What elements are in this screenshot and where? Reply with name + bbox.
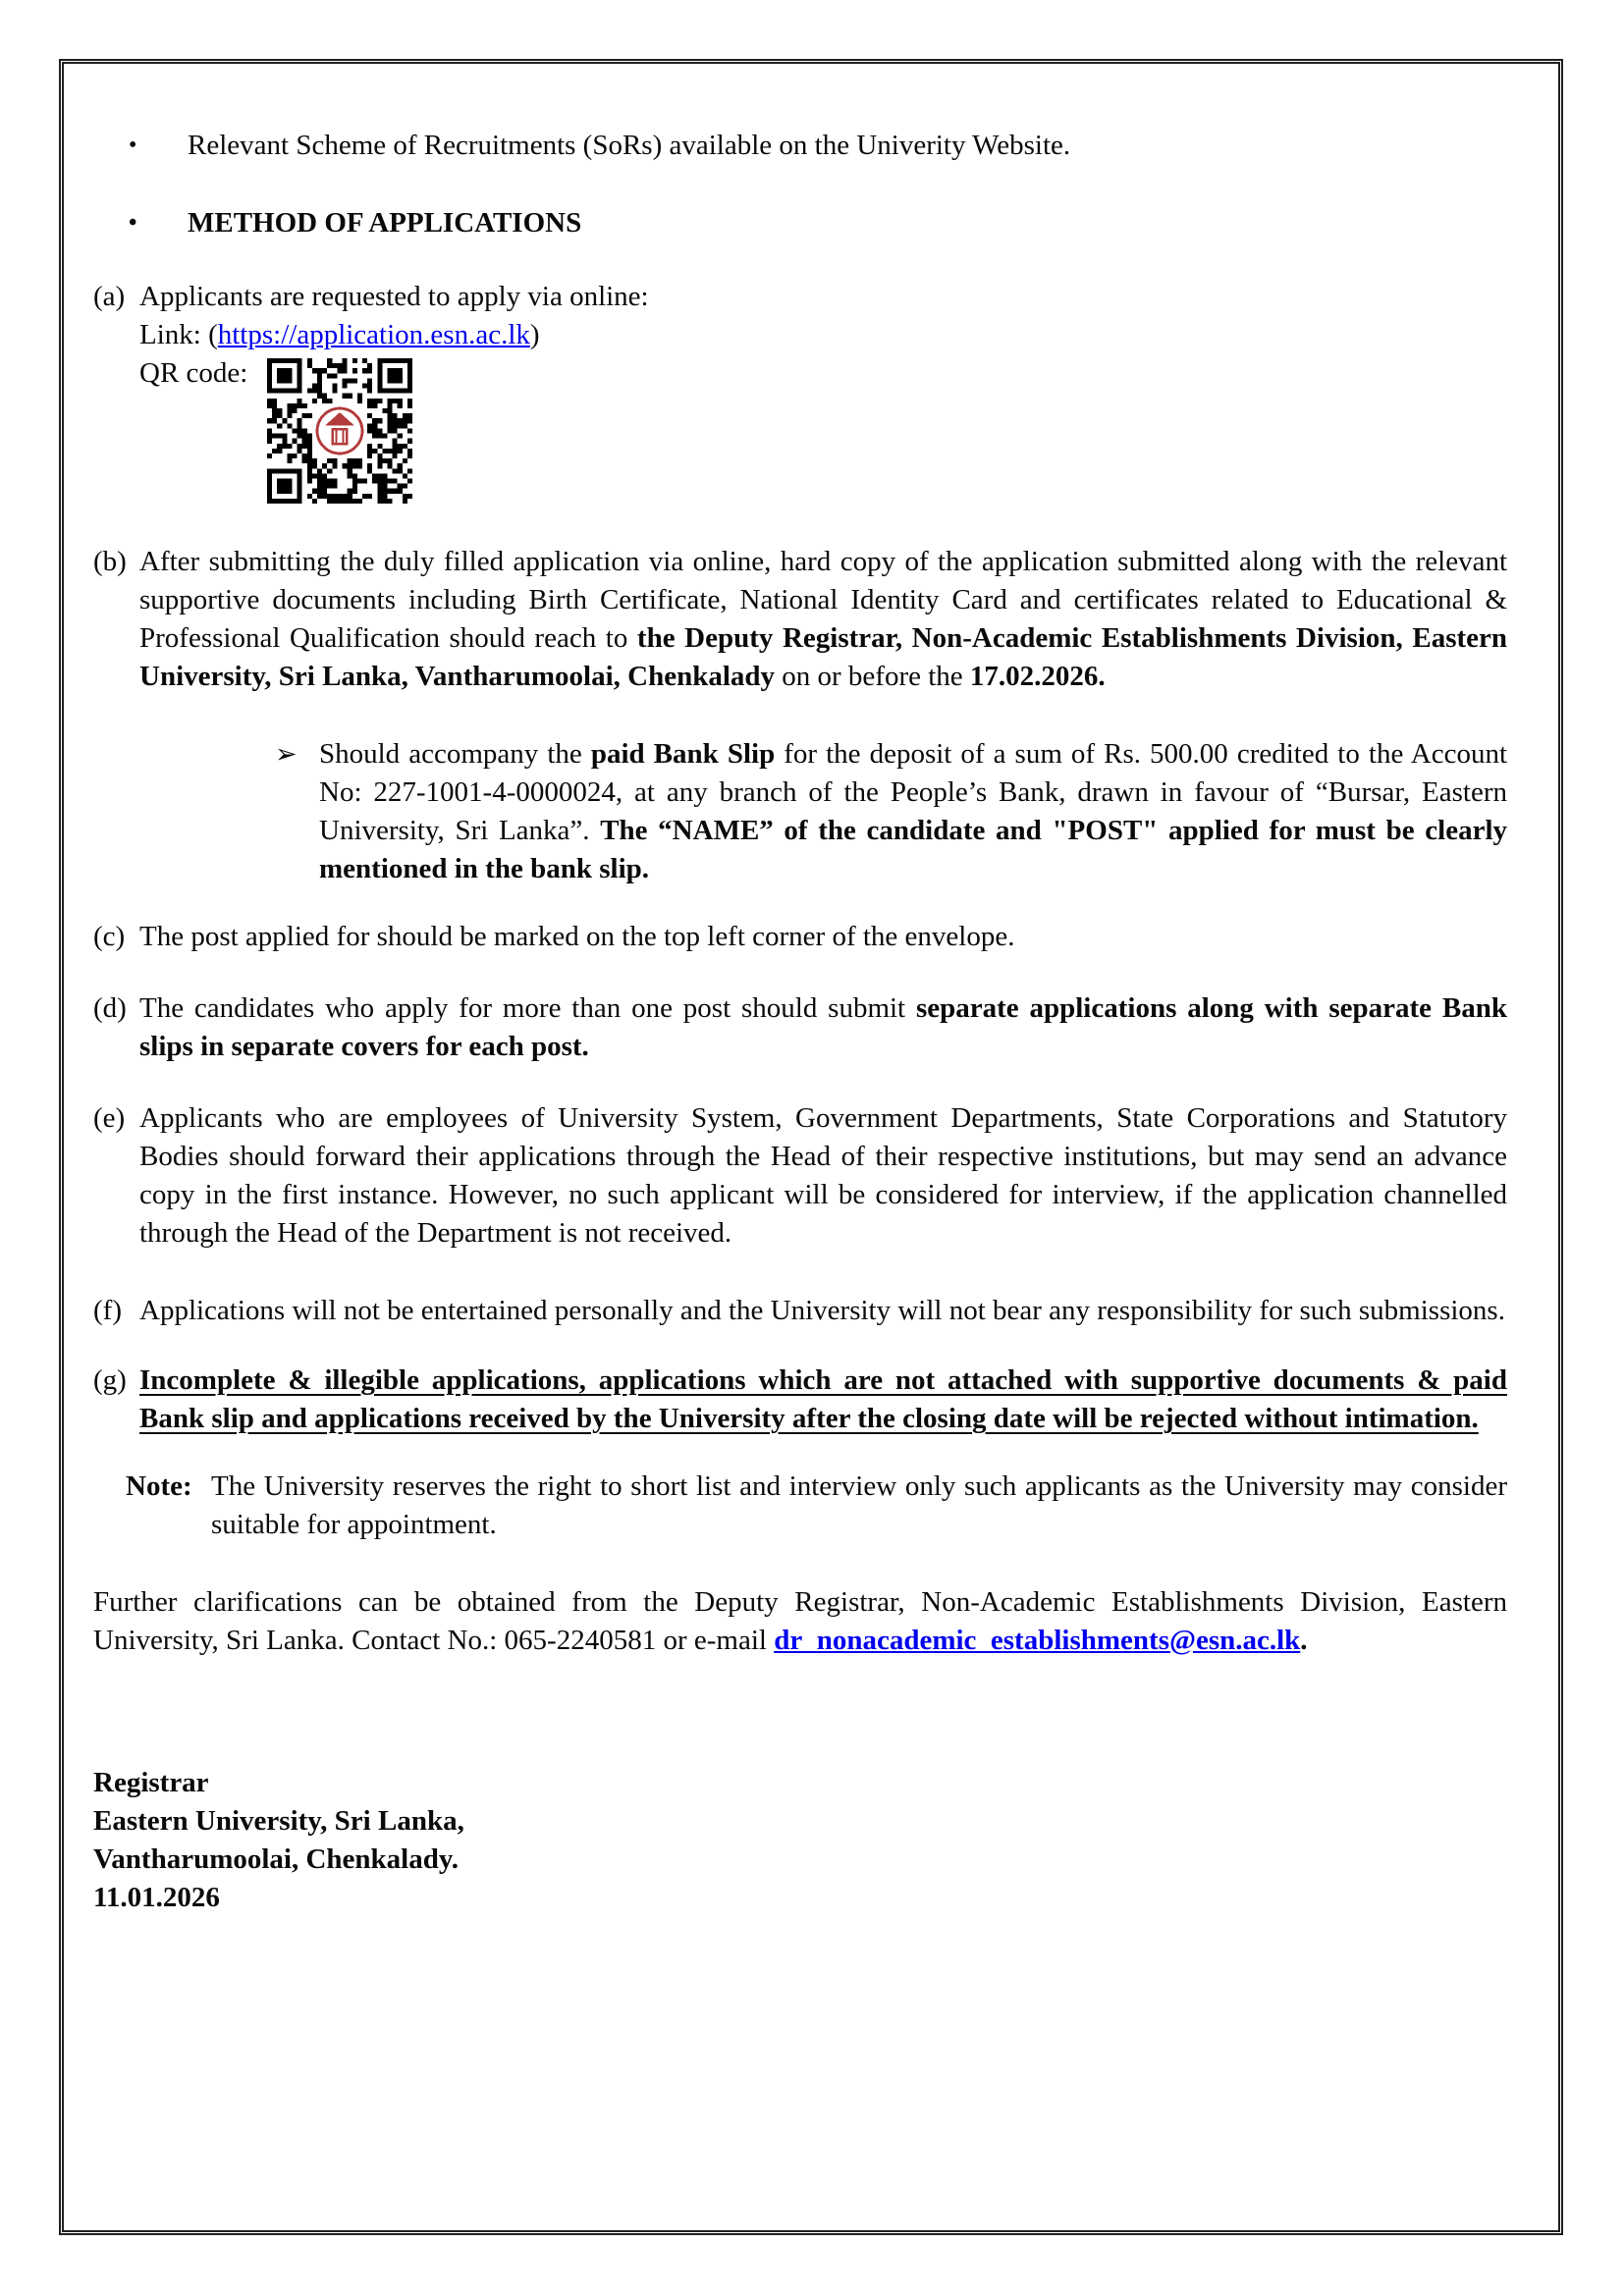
item-e-label: (e) [93, 1102, 126, 1134]
item-a-line1: Applicants are requested to apply via online: [139, 281, 649, 312]
item-b [93, 543, 1507, 696]
item-e [93, 1099, 1507, 1253]
bank-run0: Should accompany the [319, 738, 591, 770]
qr-code-label: QR code: [139, 357, 248, 389]
link-prefix: Link: ( [139, 319, 218, 350]
qr-code [267, 358, 412, 504]
item-b-run1-bold: the Deputy Registrar, Non-Academic Establishments Division, Eastern University, Sri Lanka, Vantharumoolai, Chenkalady [139, 622, 1508, 692]
bank-run1-bold: paid Bank Slip [590, 738, 776, 770]
item-b-text [139, 543, 1507, 696]
item-g-warning-text: Incomplete & illegible applications, applications which are not attached with supportive documents & paid Bank slip and applications received by the University after the closing date will be rejected without intimation. [139, 1364, 1507, 1434]
signature-university: Eastern University, Sri Lanka, [93, 1805, 464, 1837]
bank-run2: for the deposit of a sum of Rs. 500.00 credited to the Account No: 227-1001-4-0000024, at any branch of the People’s Bank, drawn in favour of “Bursar, Eastern University, Sri Lanka”. [319, 738, 1507, 846]
item-a-link-line [139, 316, 1507, 354]
qr-row [139, 354, 1507, 504]
item-f-label: (f) [93, 1295, 122, 1326]
item-a-label: (a) [93, 281, 126, 312]
item-b-deadline: 17.02.2026. [969, 661, 1106, 692]
signature-date: 11.01.2026 [93, 1882, 220, 1913]
item-d-run1-bold: separate applications along with separate Bank slips in separate covers for each post. [139, 992, 1507, 1062]
signature-block [93, 1764, 1507, 1917]
further-clarifications [93, 1583, 1507, 1660]
signature-address: Vantharumoolai, Chenkalady. [93, 1843, 460, 1875]
bullet-icon: • [129, 210, 137, 236]
note-block [126, 1468, 1507, 1544]
email-link[interactable]: dr_nonacademic_establishments@esn.ac.lk [774, 1625, 1301, 1656]
application-link[interactable]: https://application.esn.ac.lk [217, 319, 530, 350]
qr-university-emblem [317, 408, 362, 454]
note-text: The University reserves the right to short list and interview only such applicants as the University may consider suitable for appointment. [211, 1470, 1507, 1540]
item-b-run2: on or before the [775, 661, 970, 692]
item-f [93, 1292, 1507, 1330]
item-b-label: (b) [93, 546, 127, 577]
bank-slip-item [275, 735, 1507, 888]
item-g [93, 1362, 1507, 1438]
bank-run3-bold: The “NAME” of the candidate and "POST" applied for must be clearly mentioned in the bank slip. [319, 815, 1508, 884]
item-d-text [139, 989, 1507, 1066]
bank-slip-text [319, 735, 1507, 888]
item-d-label: (d) [93, 992, 127, 1024]
arrow-icon: ➢ [275, 739, 298, 769]
bullet-icon: • [129, 133, 137, 158]
item-g-label: (g) [93, 1364, 127, 1396]
item-a-body [139, 278, 1507, 504]
item-g-text [139, 1362, 1507, 1438]
sor-note-text: Relevant Scheme of Recruitments (SoRs) available on the Univerity Website. [188, 130, 1071, 161]
bullet-item-method-heading [129, 204, 1507, 242]
item-c-label: (c) [93, 921, 126, 952]
item-d-run0: The candidates who apply for more than one post should submit [139, 992, 916, 1024]
signature-title: Registrar [93, 1767, 209, 1798]
note-label: Note: [126, 1470, 192, 1502]
further-period: . [1300, 1625, 1308, 1656]
item-c-text: The post applied for should be marked on the top left corner of the envelope. [139, 921, 1015, 952]
bullet-item-sor [129, 127, 1507, 165]
item-d [93, 989, 1507, 1066]
item-e-text: Applicants who are employees of University System, Government Departments, State Corporations and Statutory Bodies should forward their applications through the Head of their respective institutions, but may send an advance copy in the first instance. However, no such applicant will be considered for interview, if the application channelled through the Head of the Department is not received. [139, 1102, 1507, 1249]
item-b-run0: After submitting the duly filled application via online, hard copy of the application submitted along with the relevant supportive documents including Birth Certificate, National Identity Card and certificates related to Educational & Professional Qualification should reach to [139, 546, 1507, 654]
link-suffix: ) [529, 319, 540, 350]
item-c [93, 918, 1507, 956]
page-border-frame [59, 59, 1563, 2235]
item-a [93, 278, 1507, 504]
item-f-text: Applications will not be entertained personally and the University will not bear any responsibility for such submissions. [139, 1295, 1505, 1326]
further-text: Further clarifications can be obtained from the Deputy Registrar, Non-Academic Establishments Division, Eastern University, Sri Lanka. Contact No.: 065-2240581 or e-mail [93, 1586, 1507, 1656]
section-heading: METHOD OF APPLICATIONS [188, 207, 582, 239]
